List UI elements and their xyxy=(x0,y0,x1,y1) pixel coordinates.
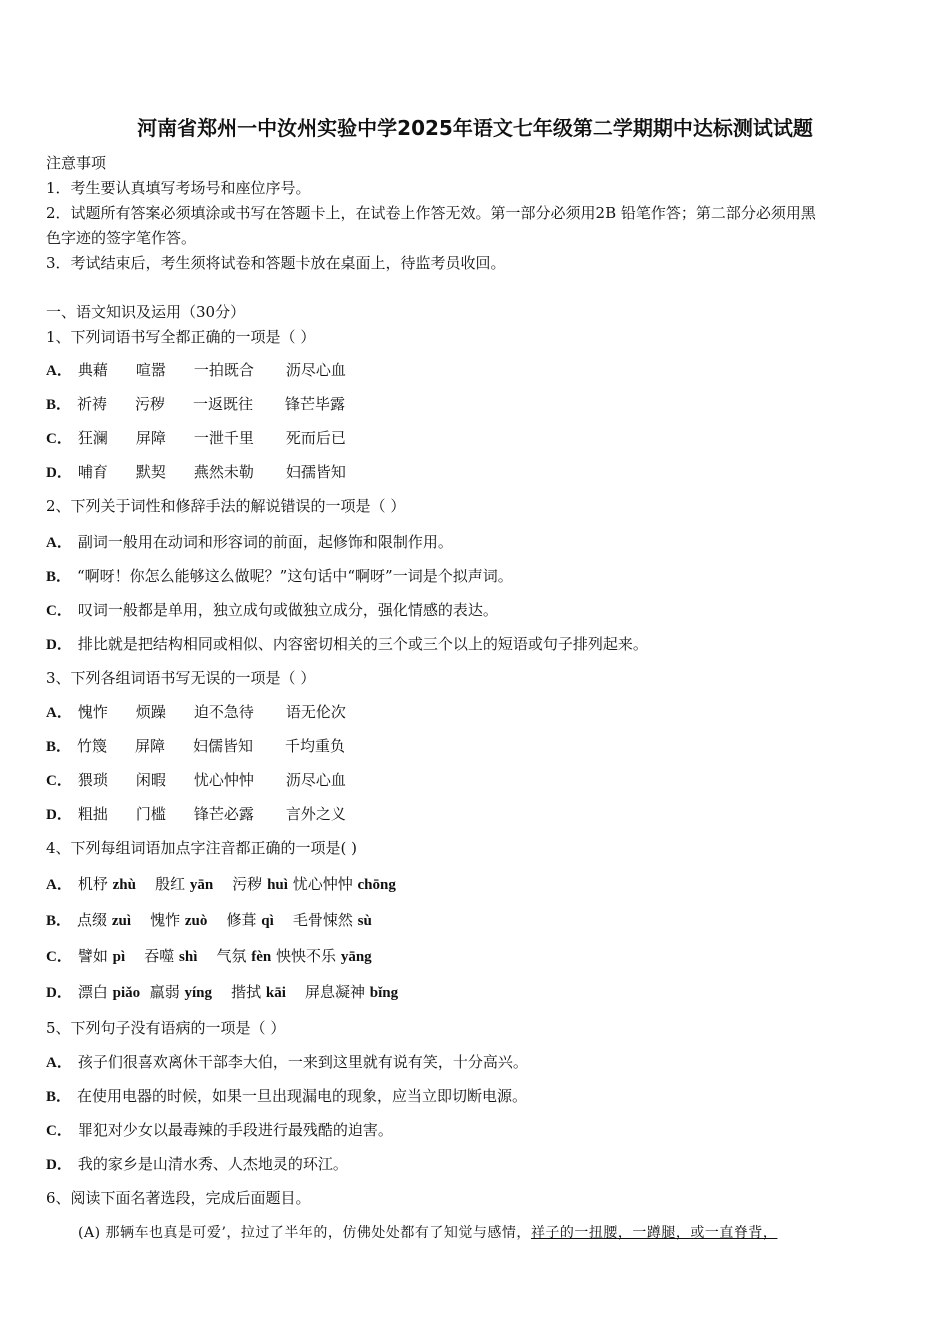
option-label: D． xyxy=(46,985,72,1001)
option-a[interactable] xyxy=(46,1052,528,1073)
option-word: 门槛 xyxy=(135,805,166,823)
option-word: 妇儒皆知 xyxy=(193,737,254,755)
option-b[interactable] xyxy=(46,566,513,587)
notes-heading: 注意事项 xyxy=(46,154,107,172)
option-a[interactable] xyxy=(46,702,346,723)
option-b[interactable] xyxy=(46,736,345,757)
pinyin: fèn xyxy=(251,949,272,965)
pinyin: yān xyxy=(189,877,214,893)
option-label: C． xyxy=(46,949,72,965)
option-word: 猥琐 xyxy=(77,771,108,789)
option-word: 哺育 xyxy=(77,463,108,481)
notes-item: 2．试题所有答案必须填涂或书写在答题卡上，在试卷上作答无效。第一部分必须用2B 铅笔作答；第二部分必须用黑 xyxy=(46,204,816,222)
pinyin: huì xyxy=(267,877,288,893)
question-stem: 6、阅读下面名著选段，完成后面题目。 xyxy=(46,1189,311,1207)
option-c[interactable] xyxy=(46,770,346,791)
option-a[interactable] xyxy=(46,874,396,895)
option-label: D． xyxy=(46,807,72,823)
option-word: 燕然未勒 xyxy=(193,463,254,481)
option-word: 污秽 xyxy=(232,875,263,893)
option-text: “啊呀！你怎么能够这么做呢？”这句话中“啊呀”一词是个拟声词。 xyxy=(77,567,513,585)
option-word: 千均重负 xyxy=(285,737,346,755)
section-heading: 一、语文知识及运用（30分） xyxy=(46,303,246,321)
option-word: 譬如 xyxy=(77,947,108,965)
option-word: 殷红 xyxy=(155,875,186,893)
option-c[interactable] xyxy=(46,946,372,967)
pinyin: kāi xyxy=(265,985,286,1001)
option-word: 气氛 xyxy=(216,947,247,965)
option-word: 一拍既合 xyxy=(193,361,254,379)
option-label: B． xyxy=(46,913,72,929)
pinyin: zhù xyxy=(112,877,136,893)
option-word: 狂澜 xyxy=(77,429,108,447)
pinyin: yíng xyxy=(184,985,213,1001)
option-word: 沥尽心血 xyxy=(285,361,346,379)
option-word: 言外之义 xyxy=(285,805,346,823)
option-label: D． xyxy=(46,637,72,653)
option-word: 吞噬 xyxy=(144,947,175,965)
option-label: B． xyxy=(46,1089,72,1105)
question-stem: 5、下列句子没有语病的一项是（ ） xyxy=(46,1019,286,1037)
pinyin: zuì xyxy=(111,913,131,929)
option-word: 愧怍 xyxy=(77,703,108,721)
option-word: 忧心忡忡 xyxy=(292,875,353,893)
option-label: A． xyxy=(46,535,72,551)
option-label: A． xyxy=(46,877,72,893)
option-word: 羸弱 xyxy=(149,983,180,1001)
option-d[interactable] xyxy=(46,462,346,483)
option-word: 漂白 xyxy=(77,983,108,1001)
option-word: 污秽 xyxy=(135,395,166,413)
option-label: A． xyxy=(46,705,72,721)
option-word: 揩拭 xyxy=(231,983,262,1001)
option-label: C． xyxy=(46,773,72,789)
option-a[interactable] xyxy=(46,360,346,381)
option-b[interactable] xyxy=(46,394,345,415)
option-word: 点缀 xyxy=(77,911,108,929)
pinyin: pì xyxy=(112,949,126,965)
option-a[interactable] xyxy=(46,532,453,553)
option-label: B． xyxy=(46,739,72,755)
pinyin: yāng xyxy=(340,949,372,965)
option-b[interactable] xyxy=(46,1086,527,1107)
reading-excerpt xyxy=(78,1222,777,1242)
option-word: 典藉 xyxy=(77,361,108,379)
option-label: A． xyxy=(46,363,72,379)
pinyin: bǐng xyxy=(369,985,399,1001)
option-word: 喧嚣 xyxy=(135,361,166,379)
pinyin: shì xyxy=(179,949,198,965)
option-d[interactable] xyxy=(46,804,346,825)
option-label: A． xyxy=(46,1055,72,1071)
option-text: 排比就是把结构相同或相似、内容密切相关的三个或三个以上的短语或句子排列起来。 xyxy=(77,635,648,653)
option-label: C． xyxy=(46,431,72,447)
pinyin: piǎo xyxy=(112,985,141,1001)
pinyin: chōng xyxy=(357,877,396,893)
option-text: 副词一般用在动词和形容词的前面，起修饰和限制作用。 xyxy=(77,533,453,551)
option-word: 沥尽心血 xyxy=(285,771,346,789)
option-word: 一返既往 xyxy=(193,395,254,413)
option-word: 屏障 xyxy=(135,429,166,447)
option-word: 锋芒毕露 xyxy=(285,395,346,413)
option-word: 妇孺皆知 xyxy=(285,463,346,481)
option-word: 机杼 xyxy=(77,875,108,893)
question-stem: 3、下列各组词语书写无误的一项是（ ） xyxy=(46,669,316,687)
page-title: 河南省郑州一中汝州实验中学2025年语文七年级第二学期期中达标测试试题 xyxy=(137,116,813,140)
option-word: 修葺 xyxy=(226,911,257,929)
option-word: 一泄千里 xyxy=(193,429,254,447)
notes-item: 3．考试结束后，考生须将试卷和答题卡放在桌面上，待监考员收回。 xyxy=(46,254,506,272)
option-text: 叹词一般都是单用，独立成句或做独立成分，强化情感的表达。 xyxy=(77,601,498,619)
option-c[interactable] xyxy=(46,428,346,449)
notes-item: 色字迹的签字笔作答。 xyxy=(46,229,197,247)
option-text: 我的家乡是山清水秀、人杰地灵的环江。 xyxy=(77,1155,348,1173)
option-label: B． xyxy=(46,569,72,585)
option-label: C． xyxy=(46,603,72,619)
option-word: 语无伦次 xyxy=(285,703,346,721)
notes-item: 1．考生要认真填写考场号和座位序号。 xyxy=(46,179,311,197)
option-word: 屏息凝神 xyxy=(304,983,365,1001)
question-stem: 4、下列每组词语加点字注音都正确的一项是( ) xyxy=(46,839,358,857)
pinyin: zuò xyxy=(184,913,208,929)
option-text: 罪犯对少女以最毒辣的手段进行最残酷的迫害。 xyxy=(77,1121,393,1139)
option-word: 怏怏不乐 xyxy=(276,947,337,965)
question-stem: 2、下列关于词性和修辞手法的解说错误的一项是（ ） xyxy=(46,497,406,515)
option-word: 死而后已 xyxy=(285,429,346,447)
option-word: 愧怍 xyxy=(150,911,181,929)
excerpt-underlined: 祥子的一扭腰，一蹲腿，或一直脊背， xyxy=(530,1225,778,1241)
option-word: 忧心忡忡 xyxy=(193,771,254,789)
pinyin: qì xyxy=(261,913,274,929)
question-stem: 1、下列词语书写全都正确的一项是（ ） xyxy=(46,328,316,346)
option-label: D． xyxy=(46,1157,72,1173)
option-word: 屏障 xyxy=(135,737,166,755)
option-c[interactable] xyxy=(46,600,498,621)
option-word: 毛骨悚然 xyxy=(292,911,353,929)
option-word: 竹篾 xyxy=(77,737,108,755)
option-word: 默契 xyxy=(135,463,166,481)
option-word: 锋芒必露 xyxy=(193,805,254,823)
option-text: 孩子们很喜欢离休干部李大伯，一来到这里就有说有笑，十分高兴。 xyxy=(77,1053,528,1071)
option-word: 烦躁 xyxy=(135,703,166,721)
excerpt-text: (A) 那辆车也真是可爱’，拉过了半年的，仿佛处处都有了知觉与感情， xyxy=(78,1225,531,1241)
option-word: 粗拙 xyxy=(77,805,108,823)
option-c[interactable] xyxy=(46,1120,393,1141)
option-word: 祈祷 xyxy=(77,395,108,413)
pinyin: sù xyxy=(357,913,372,929)
option-text: 在使用电器的时候，如果一旦出现漏电的现象，应当立即切断电源。 xyxy=(77,1087,528,1105)
option-label: B． xyxy=(46,397,72,413)
option-d[interactable] xyxy=(46,982,398,1003)
option-d[interactable] xyxy=(46,634,648,655)
option-word: 迫不急待 xyxy=(193,703,254,721)
option-b[interactable] xyxy=(46,910,372,931)
option-label: D． xyxy=(46,465,72,481)
option-label: C． xyxy=(46,1123,72,1139)
option-d[interactable] xyxy=(46,1154,348,1175)
option-word: 闲暇 xyxy=(135,771,166,789)
